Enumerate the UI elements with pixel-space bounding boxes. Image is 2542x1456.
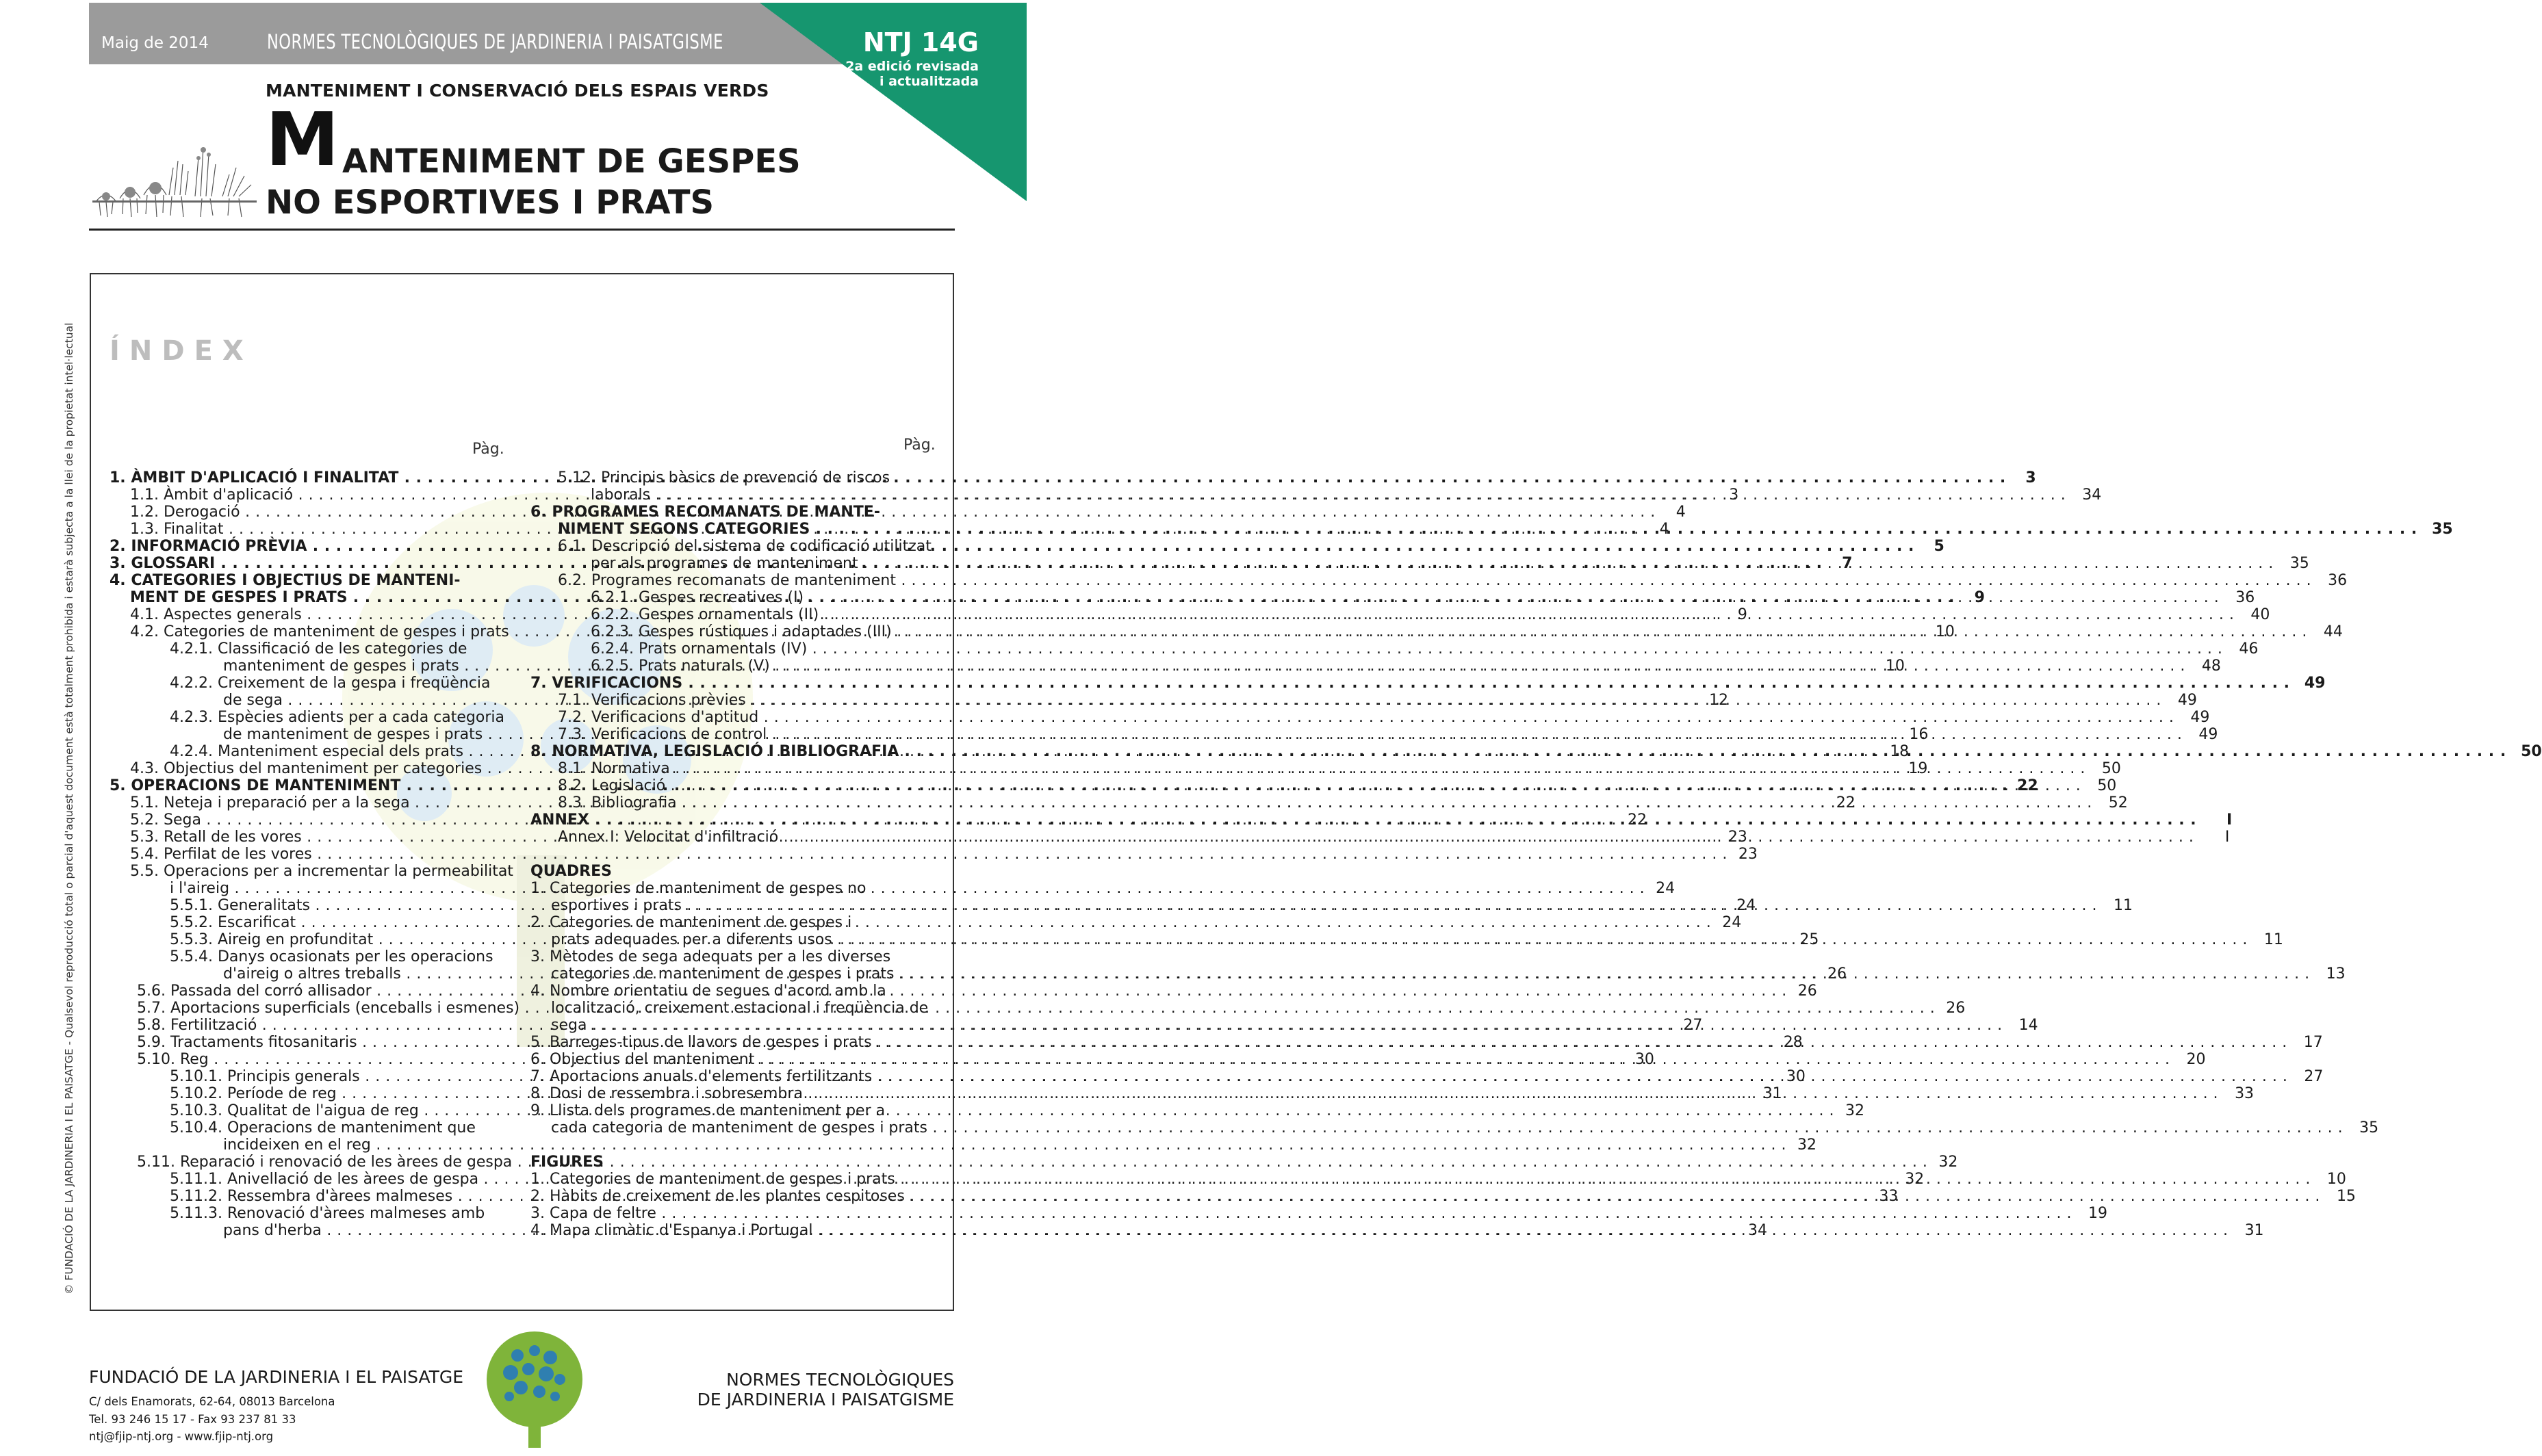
toc-entry-page: 35 xyxy=(2359,1119,2379,1136)
toc-entry-page: I xyxy=(2224,829,2230,846)
toc-entry-title: de sega . . . xyxy=(223,692,1698,709)
toc-entry xyxy=(530,1000,929,1017)
toc-entry-title: 5.11. Reparació i renovació de les àrees de gespa . . . xyxy=(137,1154,1927,1171)
toc-entry-title: 5.10.2. Període de reg . . . xyxy=(170,1085,1752,1102)
toc-entry-title: 8. NORMATIVA, LEGISLACIÓ I BIBLIOGRAFIA . . . xyxy=(530,743,2506,760)
footer-norms-title xyxy=(697,1370,954,1409)
footer-organization: FUNDACIÓ DE LA JARDINERIA I EL PAISATGE xyxy=(89,1367,464,1387)
toc-entry-title: 5.10. Reg . . . xyxy=(137,1051,1624,1068)
publication-date: Maig de 2014 xyxy=(101,34,209,52)
toc-entry-page: 26 xyxy=(1827,965,1847,983)
toc-entry-title: 8.3. Bibliografia . . . xyxy=(558,794,2092,811)
toc-entry-page: 10 xyxy=(1935,623,1955,640)
toc-entry-page: 22 xyxy=(2017,777,2038,794)
toc-entry-page: 36 xyxy=(2328,572,2348,589)
toc-entry-title: 4. Nombre orientatiu de segues d'acord amb la xyxy=(530,983,886,1000)
toc-entry-page: 23 xyxy=(1738,846,1758,863)
toc-entry[interactable] xyxy=(530,1205,2107,1222)
toc-entry-title: 2. Categories de manteniment de gespes i xyxy=(530,914,852,931)
toc-entry-title: laborals . . . xyxy=(591,486,2066,504)
toc-entry-title: 6.2.3. Gespes rústiques i adaptades (III) . . . xyxy=(591,623,2307,640)
toc-entry-title: per als programes de manteniment . . . xyxy=(591,555,2274,572)
toc-entry-title: 1.3. Finalitat . . . xyxy=(130,521,1639,538)
document-subtitle: MANTENIMENT I CONSERVACIÓ DELS ESPAIS VERDS xyxy=(266,81,769,101)
toc-entry-page: 10 xyxy=(1885,658,1905,675)
toc-entry-title: localització, creixement estacional i freqüència de xyxy=(551,1000,929,1017)
toc-entry-title: 7. VERIFICACIONS . . . xyxy=(530,675,2289,692)
toc-entry-page: 50 xyxy=(2097,777,2117,794)
toc-entry-title: 4.3. Objectius del manteniment per categories . . . xyxy=(130,760,1897,777)
edition-line-2: i actualitzada xyxy=(879,74,979,89)
toc-entry-page: 14 xyxy=(2018,1017,2038,1034)
toc-entry-page: 40 xyxy=(2250,606,2270,623)
toc-entry-title: 7.3. Verificacions de control . . . xyxy=(558,726,2182,743)
toc-entry-page: 25 xyxy=(1799,931,1819,948)
toc-entry[interactable] xyxy=(530,521,2453,538)
toc-entry-title: 5.10.4. Operacions de manteniment que xyxy=(170,1119,476,1136)
toc-entry-title: 6. Objectius del manteniment . . . xyxy=(530,1051,2170,1068)
toc-entry-title: 1.2. Derogació . . . xyxy=(130,504,1656,521)
toc-entry-title: 8. Dosi de ressembra i sobresembra . . . xyxy=(530,1085,2218,1102)
toc-entry-page: 10 xyxy=(2326,1171,2346,1188)
toc-entry-title: 5.5.3. Aireig en profunditat . . . xyxy=(170,931,1788,948)
toc-entry-page: 15 xyxy=(2336,1188,2356,1205)
toc-entry-page: 16 xyxy=(1909,726,1929,743)
toc-entry-title: sega . . . xyxy=(551,1017,2003,1034)
toc-entry-page: 46 xyxy=(2239,640,2259,658)
toc-entry-title: 4. CATEGORIES I OBJECTIUS DE MANTENI- xyxy=(110,572,461,589)
toc-entry-title: 7. Aportacions anuals d'elements fertilitzants . . . xyxy=(530,1068,2287,1085)
toc-entry xyxy=(110,709,502,726)
toc-entry-page: 28 xyxy=(1783,1034,1803,1051)
toc-entry-page: 49 xyxy=(2177,692,2197,709)
toc-entry-page: 34 xyxy=(1747,1222,1767,1239)
toc-entry-page: 52 xyxy=(2108,794,2128,811)
toc-entry-title: Annex I: Velocitat d'infiltració . . . xyxy=(558,829,2194,846)
toc-entry-title: MENT DE GESPES I PRATS . . . xyxy=(130,589,1955,606)
toc-entry-title: QUADRES xyxy=(530,863,612,880)
toc-entry-page: I xyxy=(2226,811,2233,829)
toc-entry-title: 5.4. Perfilat de les vores . . . xyxy=(130,846,1728,863)
toc-entry[interactable] xyxy=(530,1119,2379,1136)
toc-entry-title: 5.6. Passada del corró allisador . . . xyxy=(137,983,1787,1000)
toc-entry-title: 1. Categories de manteniment de gespes no xyxy=(530,880,866,897)
toc-entry-page: 17 xyxy=(2303,1034,2323,1051)
toc-entry-page: 22 xyxy=(1836,794,1856,811)
toc-entry[interactable] xyxy=(530,555,2309,572)
toc-entry-page: 49 xyxy=(2304,675,2326,692)
toc-entry xyxy=(110,948,502,965)
toc-entry-page: 31 xyxy=(1762,1085,1782,1102)
toc-entry-title: 3. Capa de feltre . . . xyxy=(530,1205,2072,1222)
toc-entry-title: 5.9. Tractaments fitosanitaris . . . xyxy=(137,1034,1773,1051)
toc-entry-page: 4 xyxy=(1659,521,1669,538)
toc-entry-title: categories de manteniment de gespes i prats . . . xyxy=(551,965,2310,983)
toc-entry-title: i l'aireig . . . xyxy=(170,880,1645,897)
toc-entry-title: 6.2.4. Prats ornamentals (IV) . . . xyxy=(591,640,2222,658)
toc-entry-title: FIGURES xyxy=(530,1154,604,1171)
toc-entry-title: 6.2.1. Gespes recreatives (I) . . . xyxy=(591,589,2219,606)
toc-entry-title: de manteniment de gespes i prats . . . xyxy=(223,726,1898,743)
toc-entry xyxy=(110,1205,502,1222)
toc-entry xyxy=(530,1102,929,1119)
toc-entry-page: 3 xyxy=(1729,486,1739,504)
toc-entry[interactable] xyxy=(530,640,2259,658)
toc-entry-page: 27 xyxy=(1683,1017,1703,1034)
toc-entry-title: 5.5. Operacions per a incrementar la permeabilitat xyxy=(130,863,513,880)
edition-note xyxy=(845,59,979,89)
toc-entry-title: 1. Categories de manteniment de gespes i prats . . . xyxy=(530,1171,2311,1188)
toc-entry-title: 6.1. Descripció del sistema de codificació utilitzat xyxy=(558,538,932,555)
toc-entry-page: 4 xyxy=(1676,504,1686,521)
toc-entry-title: 4.2.4. Manteniment especial dels prats . . . xyxy=(170,743,1879,760)
toc-entry-title: 5.3. Retall de les vores . . . xyxy=(130,829,1717,846)
toc-entry-page: 34 xyxy=(2082,486,2102,504)
toc-entry-title: 2. INFORMACIÓ PRÈVIA . . . xyxy=(110,538,1914,555)
toc-entry-title: 4.2.3. Espècies adients per a cada categoria xyxy=(170,709,504,726)
toc-entry xyxy=(530,983,929,1000)
footer-contact xyxy=(89,1393,335,1446)
series-title: NORMES TECNOLÒGIQUES DE JARDINERIA I PAISATGISME xyxy=(267,30,723,53)
toc-entry-page: 19 xyxy=(1908,760,1928,777)
page-label-left: Pàg. xyxy=(472,441,504,458)
toc-entry[interactable] xyxy=(530,709,2210,726)
toc-entry-page: 24 xyxy=(1736,897,1756,914)
toc-entry-title: manteniment de gespes i prats . . . xyxy=(223,658,1875,675)
toc-entry-page: 27 xyxy=(2304,1068,2324,1085)
toc-entry-page: 20 xyxy=(2186,1051,2206,1068)
toc-entry[interactable] xyxy=(110,846,1758,863)
toc-entry-title: esportives i prats . . . xyxy=(551,897,2097,914)
toc-entry-page: 7 xyxy=(1842,555,1853,572)
toc-entry-title: 4.1. Aspectes generals . . . xyxy=(130,606,1717,623)
toc-entry-title: d'aireig o altres treballs . . . xyxy=(223,965,1816,983)
tree-logo-icon xyxy=(483,1331,586,1448)
toc-entry xyxy=(530,914,929,931)
toc-entry-title: 5.11.2. Ressembra d'àrees malmeses . . . xyxy=(170,1188,1868,1205)
toc-entry-title: 5.1. Neteja i preparació per a la sega . . . xyxy=(130,794,1825,811)
footer-norms-line-1: NORMES TECNOLÒGIQUES xyxy=(726,1370,954,1390)
toc-entry-title: 5.10.3. Qualitat de l'aigua de reg . . . xyxy=(170,1102,1834,1119)
toc-entry[interactable] xyxy=(110,1136,1816,1154)
footer-phone: Tel. 93 246 15 17 - Fax 93 237 81 33 xyxy=(89,1412,296,1426)
toc-entry-page: 32 xyxy=(1797,1136,1816,1154)
toc-entry-page: 35 xyxy=(2432,521,2453,538)
toc-entry-title: 8.2. Legislació . . . xyxy=(558,777,2081,794)
toc-entry xyxy=(110,1119,502,1136)
edition-line-1: 2a edició revisada xyxy=(845,59,979,74)
norm-code: NTJ 14G xyxy=(862,27,979,57)
toc-entry-page: 11 xyxy=(2114,897,2133,914)
toc-entry-title: 4.2.1. Classificació de les categories de xyxy=(170,640,467,658)
toc-entry-title: 3. Mètodes de sega adequats per a les diverses xyxy=(530,948,891,965)
toc-entry-title: pans d'herba . . . xyxy=(223,1222,1737,1239)
toc-entry-title: 5.5.1. Generalitats . . . xyxy=(170,897,1725,914)
toc-entry-page: 13 xyxy=(2326,965,2346,983)
toc-entry-page: 19 xyxy=(2088,1205,2107,1222)
toc-entry-page: 49 xyxy=(2198,726,2218,743)
toc-entry-title: cada categoria de manteniment de gespes i prats . . . xyxy=(551,1119,2343,1136)
toc-entry-page: 31 xyxy=(2244,1222,2264,1239)
toc-entry[interactable] xyxy=(530,589,2255,606)
toc-entry-title: 5.12. Principis bàsics de prevenció de riscos xyxy=(558,469,890,486)
toc-entry xyxy=(530,469,929,486)
toc-entry-title: 2. Hàbits de creixement de les plantes cespitoses . . . xyxy=(530,1188,2320,1205)
toc-entry-page: 26 xyxy=(1946,1000,1966,1017)
toc-entry xyxy=(530,948,929,965)
toc-entry-page: 50 xyxy=(2101,760,2121,777)
toc-section-heading xyxy=(530,863,929,880)
toc-entry-page: 50 xyxy=(2521,743,2542,760)
toc-entry-title: 6. PROGRAMES RECOMANATS DE MANTE- xyxy=(530,504,880,521)
toc-entry-page: 22 xyxy=(1628,811,1647,829)
toc-entry-title: 4.2. Categories de manteniment de gespes i prats . . . xyxy=(130,623,1925,640)
toc-entry-page: 32 xyxy=(1845,1102,1864,1119)
toc-entry-title: prats adequades per a diferents usos . . . xyxy=(551,931,2248,948)
toc-entry-title: incideixen en el reg . . . xyxy=(223,1136,1786,1154)
copyright-notice: © FUNDACIÓ DE LA JARDINERIA I EL PAISATGE - Qualsevol reproducció total o parcial d'aquest document està totalment prohibida i estarà subjecta a la llei de la propietat intel·lectual xyxy=(63,322,75,1295)
toc-entry-page: 44 xyxy=(2323,623,2343,640)
toc-entry-title: 1.1. Àmbit d'aplicació . . . xyxy=(130,486,1708,504)
toc-entry-page: 32 xyxy=(1905,1171,1925,1188)
toc-entry-title: ANNEX . . . xyxy=(530,811,2196,829)
toc-entry-page: 24 xyxy=(1656,880,1676,897)
toc-entry-title: 6.2. Programes recomanats de manteniment . . . xyxy=(558,572,2311,589)
toc-spacer xyxy=(530,1136,929,1154)
toc-entry-page: 49 xyxy=(2190,709,2210,726)
page-label-right: Pàg. xyxy=(903,437,936,454)
toc-entry xyxy=(110,675,502,692)
toc-entry-page: 12 xyxy=(1709,692,1729,709)
toc-entry-title: 5.2. Sega . . . xyxy=(130,811,1617,829)
title-line-1: ANTENIMENT DE GESPES xyxy=(342,142,801,181)
toc-entry-page: 23 xyxy=(1728,829,1747,846)
toc-entry-title: 5.11.3. Renovació d'àrees malmeses amb xyxy=(170,1205,485,1222)
toc-entry-title: 8.1. Normativa . . . xyxy=(558,760,2085,777)
toc-entry-page: 33 xyxy=(1879,1188,1899,1205)
toc-entry xyxy=(110,640,502,658)
toc-entry-page: 36 xyxy=(2235,589,2255,606)
toc-entry-page: 9 xyxy=(1737,606,1747,623)
toc-entry-page: 48 xyxy=(2201,658,2221,675)
toc-entry xyxy=(530,538,932,555)
index-heading: ÍNDEX xyxy=(110,335,253,367)
toc-entry xyxy=(110,572,502,589)
toc-entry-title: 4. Mapa climàtic d'Espanya i Portugal . . . xyxy=(530,1222,2229,1239)
toc-entry[interactable] xyxy=(530,606,2270,623)
toc-entry-page: 30 xyxy=(1786,1068,1806,1085)
toc-entry-title: 3. GLOSSARI . . . xyxy=(110,555,1822,572)
toc-entry-title: 9. Llista dels programes de manteniment per a xyxy=(530,1102,886,1119)
toc-entry-title: NIMENT SEGONS CATEGORIES . . . xyxy=(558,521,2417,538)
toc-entry-title: 6.2.5. Prats naturals (V) . . . xyxy=(591,658,2185,675)
toc-entry-page: 5 xyxy=(1934,538,1944,555)
title-initial: M xyxy=(266,97,339,183)
toc-entry xyxy=(110,863,513,880)
toc-entry-page: 33 xyxy=(2235,1085,2255,1102)
toc-entry-title: 5. OPERACIONS DE MANTENIMENT . . . xyxy=(110,777,2008,794)
toc-entry-page: 9 xyxy=(1974,589,1985,606)
toc-entry-title: 5.5.2. Escarificat . . . xyxy=(170,914,1711,931)
toc-entry-page: 18 xyxy=(1890,743,1910,760)
toc-entry-title: 4.2.2. Creixement de la gespa i freqüència xyxy=(170,675,491,692)
toc-entry-page: 30 xyxy=(1634,1051,1654,1068)
toc-entry-title: 5. Barreges-tipus de llavors de gespes i prats . . . xyxy=(530,1034,2287,1051)
toc-entry xyxy=(530,504,929,521)
toc-entry-title: 5.10.1. Principis generals . . . xyxy=(170,1068,1775,1085)
toc-entry-page: 24 xyxy=(1722,914,1742,931)
toc-entry xyxy=(530,880,929,897)
toc-entry-title: 5.7. Aportacions superficials (enceballs i esmenes) . . . xyxy=(137,1000,1935,1017)
footer-web[interactable]: ntj@fjip-ntj.org - www.fjip-ntj.org xyxy=(89,1430,274,1443)
toc-entry-title: 7.2. Verificacions d'aptitud . . . xyxy=(558,709,2174,726)
footer-address: C/ dels Enamorats, 62-64, 08013 Barcelona xyxy=(89,1395,335,1408)
toc-entry-title: 7.1. Verificacions prèvies . . . xyxy=(558,692,2161,709)
toc-spacer xyxy=(530,846,929,863)
toc-entry-page: 3 xyxy=(2025,469,2036,486)
toc-entry[interactable] xyxy=(530,675,2326,692)
toc-entry-page: 35 xyxy=(2289,555,2309,572)
toc-entry-title: 6.2.2. Gespes ornamentals (II) . . . xyxy=(591,606,2234,623)
plants-illustration xyxy=(92,133,257,219)
header-divider xyxy=(89,229,955,231)
toc-entry[interactable] xyxy=(530,572,2348,589)
toc-entry-title: 1. ÀMBIT D'APLICACIÓ I FINALITAT . . . xyxy=(110,469,2006,486)
toc-entry-page: 11 xyxy=(2263,931,2283,948)
toc-entry-title: 5.5.4. Danys ocasionats per les operacions xyxy=(170,948,493,965)
toc-entry-page: 32 xyxy=(1938,1154,1958,1171)
toc-entry-title: 5.11.1. Anivellació de les àrees de gespa . . . xyxy=(170,1171,1894,1188)
title-line-2: NO ESPORTIVES I PRATS xyxy=(266,183,715,222)
toc-entry-title: 5.8. Fertilització . . . xyxy=(137,1017,1672,1034)
toc-section-heading xyxy=(530,1154,929,1171)
toc-entry-page: 26 xyxy=(1797,983,1817,1000)
toc-entry[interactable] xyxy=(530,486,2102,504)
footer-norms-line-2: DE JARDINERIA I PAISATGISME xyxy=(697,1390,954,1409)
